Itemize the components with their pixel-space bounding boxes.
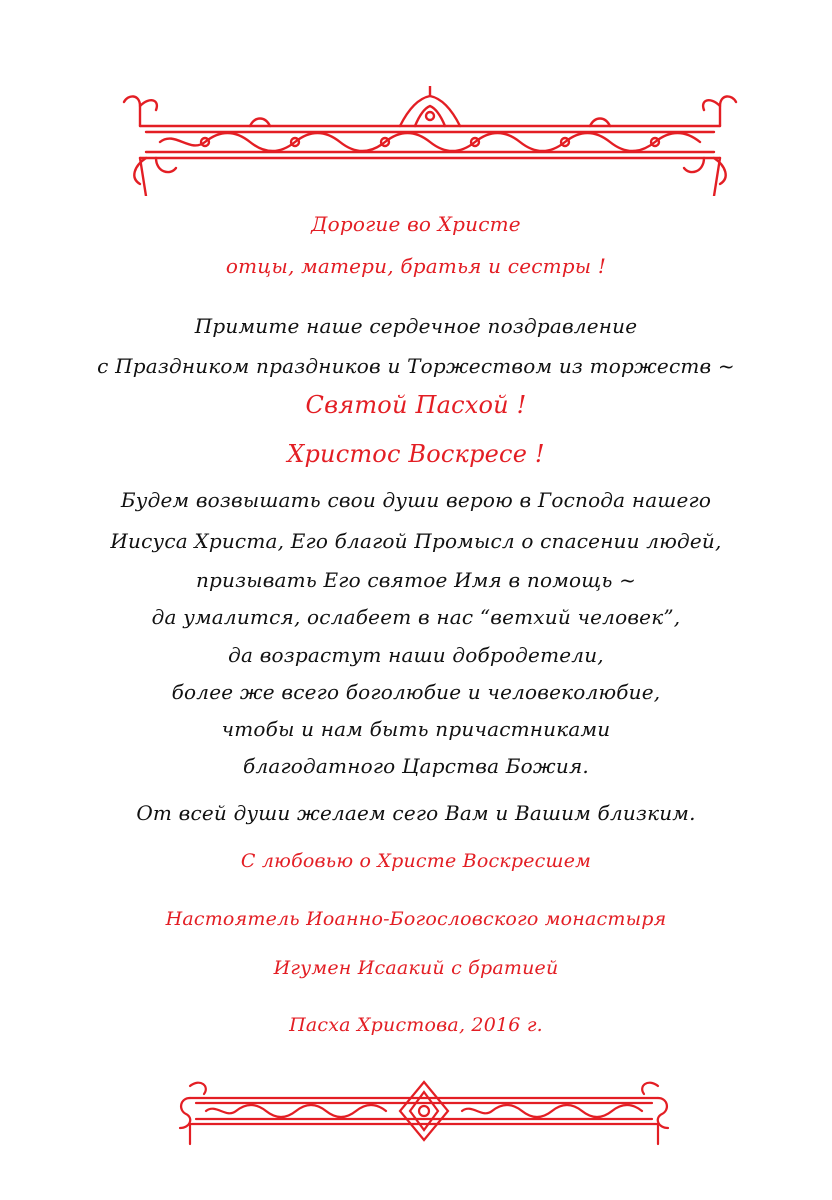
closing-signature: Игумен Исаакий с братией: [273, 957, 559, 979]
body-line-3: призывать Его святое Имя в помощь ~: [195, 568, 637, 592]
ornament-top-icon: [120, 86, 740, 196]
ornament-bottom-icon: [176, 1076, 672, 1148]
body-line-7: чтобы и нам быть причастниками: [221, 717, 611, 741]
proclamation: Христос Воскресе !: [287, 440, 545, 468]
greeting-line-2: отцы, матери, братья и сестры !: [225, 254, 607, 278]
closing-rector: Настоятель Иоанно-Богословского монастыря: [165, 908, 667, 930]
closing-love: С любовью о Христе Воскресшем: [240, 850, 592, 872]
body-line-2: Иисуса Христа, Его благой Промысл о спасении людей,: [110, 529, 722, 553]
greeting-line-1: Дорогие во Христе: [311, 212, 521, 236]
body-line-1: Будем возвышать свои души верою в Господа нашего: [120, 488, 712, 512]
body-line-8: благодатного Царства Божия.: [243, 754, 589, 778]
body-line-5: да возрастут наши добродетели,: [228, 643, 604, 667]
congratulation-line-1: Примите наше сердечное поздравление: [194, 314, 638, 338]
body-line-6: более же всего боголюбие и человеколюбие,: [171, 680, 661, 704]
congratulation-line-3: Святой Пасхой !: [305, 391, 527, 419]
wish-line: От всей души желаем сего Вам и Вашим близким.: [136, 801, 696, 825]
body-line-4: да умалится, ослабеет в нас “ветхий человек”,: [151, 605, 681, 629]
congratulation-line-2: с Праздником праздников и Торжеством из торжеств ~: [97, 354, 735, 378]
closing-date: Пасха Христова, 2016 г.: [289, 1014, 543, 1036]
